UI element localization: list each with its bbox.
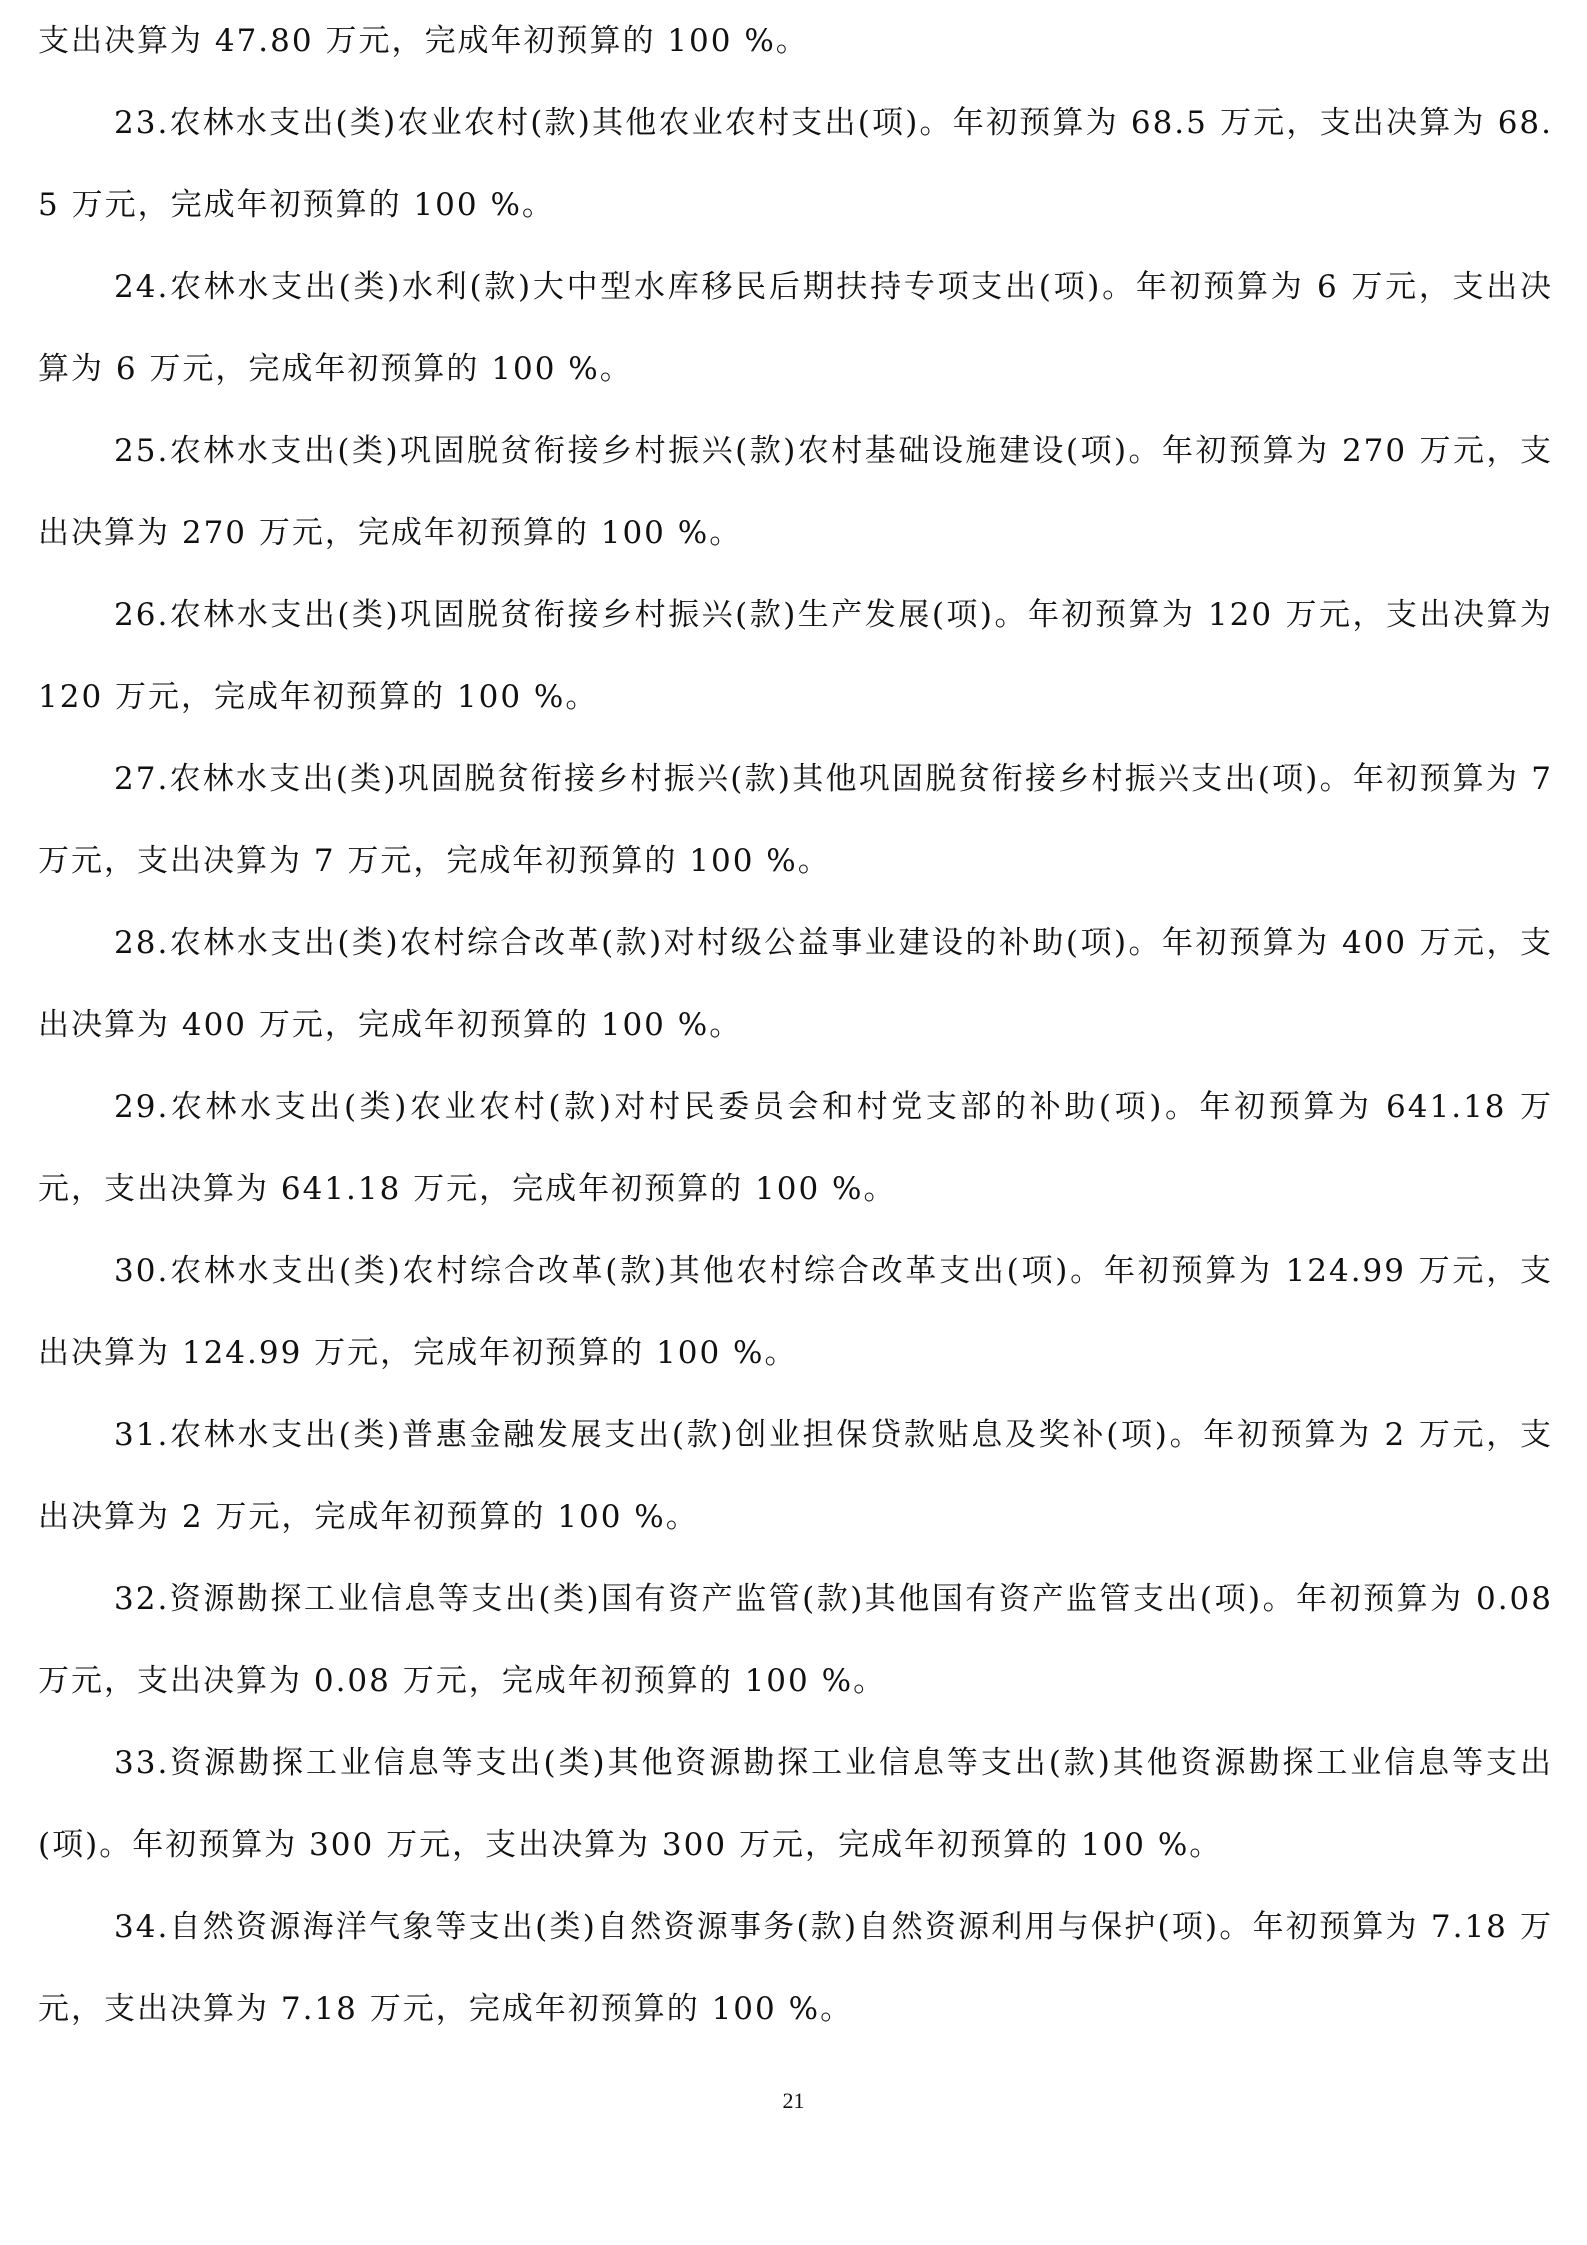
document-body (38, 0, 1553, 2050)
paragraph-item-28: 28.农林水支出(类)农村综合改革(款)对村级公益事业建设的补助(项)。年初预算为 400 万元，支出决算为 400 万元，完成年初预算的 100 %。 (38, 925, 1553, 1043)
paragraph-item-32: 32.资源勘探工业信息等支出(类)国有资产监管(款)其他国有资产监管支出(项)。年初预算为 0.08 万元，支出决算为 0.08 万元，完成年初预算的 100 %。 (38, 1581, 1553, 1699)
paragraph-item-31: 31.农林水支出(类)普惠金融发展支出(款)创业担保贷款贴息及奖补(项)。年初预算为 2 万元，支出决算为 2 万元，完成年初预算的 100 %。 (38, 1417, 1553, 1535)
paragraph-item-26: 26.农林水支出(类)巩固脱贫衔接乡村振兴(款)生产发展(项)。年初预算为 120 万元，支出决算为 120 万元，完成年初预算的 100 %。 (38, 597, 1553, 715)
paragraph-item-34: 34.自然资源海洋气象等支出(类)自然资源事务(款)自然资源利用与保护(项)。年初预算为 7.18 万元，支出决算为 7.18 万元，完成年初预算的 100 %。 (38, 1909, 1553, 2027)
paragraph-item-29: 29.农林水支出(类)农业农村(款)对村民委员会和村党支部的补助(项)。年初预算为 641.18 万元，支出决算为 641.18 万元，完成年初预算的 100 %。 (38, 1089, 1553, 1207)
paragraph-item-24: 24.农林水支出(类)水利(款)大中型水库移民后期扶持专项支出(项)。年初预算为 6 万元，支出决算为 6 万元，完成年初预算的 100 %。 (38, 269, 1553, 387)
paragraph-item-25: 25.农林水支出(类)巩固脱贫衔接乡村振兴(款)农村基础设施建设(项)。年初预算为 270 万元，支出决算为 270 万元，完成年初预算的 100 %。 (38, 433, 1553, 551)
paragraph-item-33: 33.资源勘探工业信息等支出(类)其他资源勘探工业信息等支出(款)其他资源勘探工业信息等支出(项)。年初预算为 300 万元，支出决算为 300 万元，完成年初预算的 100 %。 (38, 1745, 1553, 1863)
paragraph-continuation: 支出决算为 47.80 万元，完成年初预算的 100 %。 (38, 23, 809, 59)
paragraph-item-23: 23.农林水支出(类)农业农村(款)其他农业农村支出(项)。年初预算为 68.5 万元，支出决算为 68.5 万元，完成年初预算的 100 %。 (38, 105, 1553, 223)
page-number: 21 (782, 2088, 805, 2113)
paragraph-item-27: 27.农林水支出(类)巩固脱贫衔接乡村振兴(款)其他巩固脱贫衔接乡村振兴支出(项)。年初预算为 7 万元，支出决算为 7 万元，完成年初预算的 100 %。 (38, 761, 1553, 879)
paragraph-item-30: 30.农林水支出(类)农村综合改革(款)其他农村综合改革支出(项)。年初预算为 124.99 万元，支出决算为 124.99 万元，完成年初预算的 100 %。 (38, 1253, 1553, 1371)
